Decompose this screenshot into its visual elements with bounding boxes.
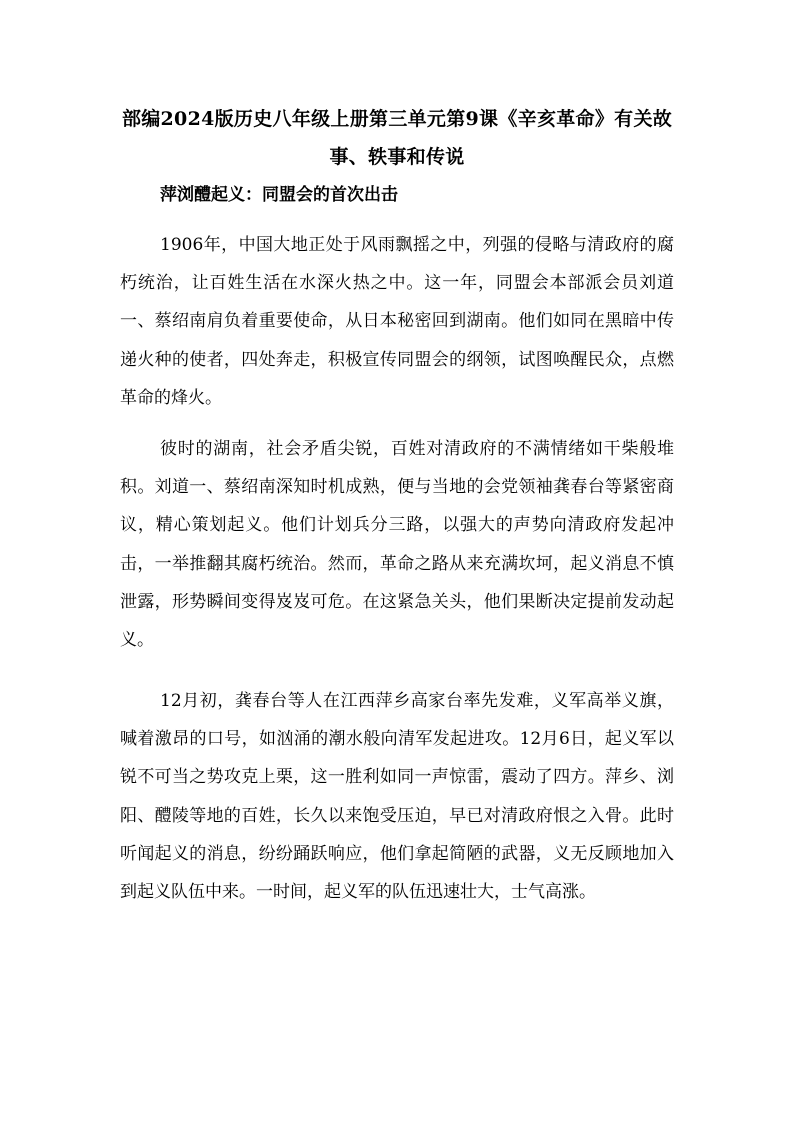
paragraph-1: 1906年，中国大地正处于风雨飘摇之中，列强的侵略与清政府的腐朽统治，让百姓生活在水深火热之中。这一年，同盟会本部派会员刘道一、蔡绍南肩负着重要使命，从日本秘密回到湖南。他们如同在黑暗中传递火种的使者，四处奔走，积极宣传同盟会的纲领，试图唤醒民众，点燃革命的烽火。 (120, 235, 674, 408)
section-heading: 萍浏醴起义：同盟会的首次出击 (160, 185, 398, 205)
paragraph-2: 彼时的湖南，社会矛盾尖锐，百姓对清政府的不满情绪如干柴般堆积。刘道一、蔡绍南深知时机成熟，便与当地的会党领袖龚春台等紧密商议，精心策划起义。他们计划兵分三路，以强大的声势向清政府发起冲击，一举推翻其腐朽统治。然而，革命之路从来充满坎坷，起义消息不慎泄露，形势瞬间变得岌岌可危。在这紧急关头，他们果断决定提前发动起义。 (120, 439, 674, 651)
paragraph-3: 12月初，龚春台等人在江西萍乡高家台率先发难，义军高举义旗，喊着激昂的口号，如汹涌的潮水般向清军发起进攻。12月6日，起义军以锐不可当之势攻克上栗，这一胜利如同一声惊雷，震动了四方。萍乡、浏阳、醴陵等地的百姓，长久以来饱受压迫，早已对清政府恨之入骨。此时听闻起义的消息，纷纷踊跃响应，他们拿起简陋的武器，义无反顾地加入到起义队伍中来。一时间，起义军的队伍迅速壮大，士气高涨。 (120, 691, 674, 903)
document-title: 部编2024版历史八年级上册第三单元第9课《辛亥革命》有关故事、轶事和传说 (121, 108, 673, 168)
